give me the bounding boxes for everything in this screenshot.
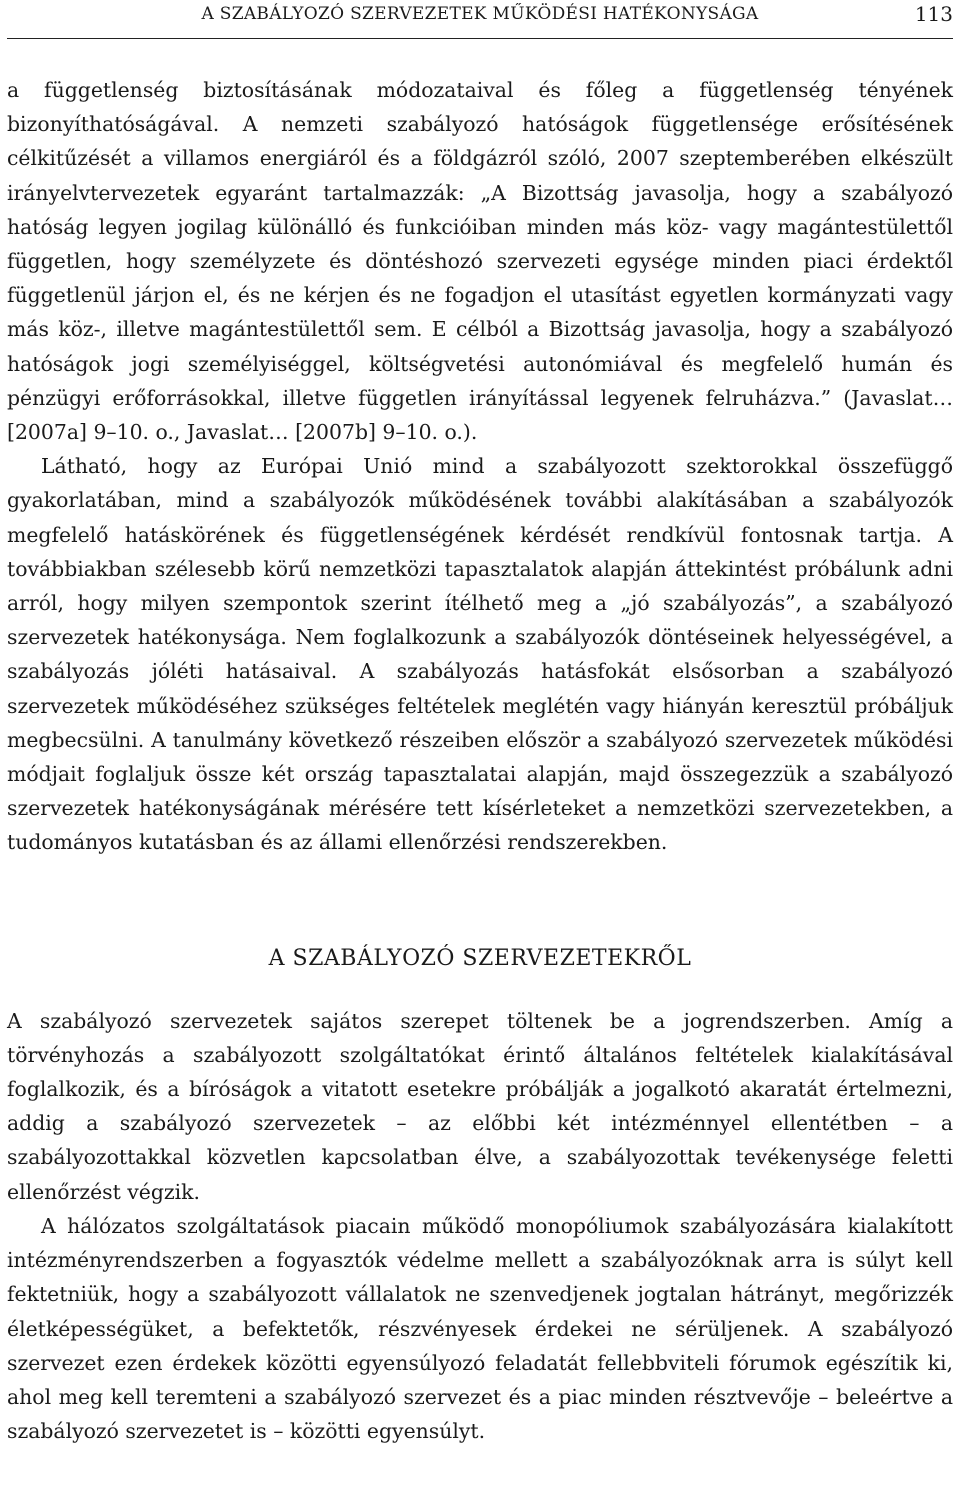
document-page	[7, 0, 953, 1448]
paragraph: Látható, hogy az Európai Unió mind a szabályozott szektorokkal összefüggő gyakorlatában, mind a szabályozók működésének további alakításában a szabályozók megfelelő hatáskörének és függetlenségének kérdését rendkívül fontosnak tartja. A továbbiakban szélesebb körű nemzetközi tapasztalatok alapján áttekintést próbálunk adni arról, hogy milyen szempontok szerint ítélhető meg a „jó szabályozás”, a szabályozó szervezetek hatékonysága. Nem foglalkozunk a szabályozók döntéseinek helyességével, a szabályozás jóléti hatásaival. A szabályozás hatásfokát elsősorban a szabályozó szervezetek működéséhez szükséges feltételek meglétén vagy hiányán keresztül próbáljuk megbecsülni. A tanulmány következő részeiben először a szabályozó szervezetek működési módjait foglaljuk össze két ország tapasztalatai alapján, majd összegezzük a szabályozó szervezetek hatékonyságának mérésére tett kísérleteket a nemzetközi szervezetekben, a tudományos kutatásban és az állami ellenőrzési rendszerekben.	[7, 454, 953, 855]
running-title: A SZABÁLYOZÓ SZERVEZETEK MŰKÖDÉSI HATÉKONYSÁGA	[201, 4, 759, 24]
section-heading: A SZABÁLYOZÓ SZERVEZETEKRŐL	[268, 945, 692, 971]
paragraph: A hálózatos szolgáltatások piacain működő monopóliumok szabályozására kialakított intézményrendszerben a fogyasztók védelme mellett a szabályozóknak arra is súlyt kell fektetniük, hogy a szabályozott vállalatok ne szenvedjenek jogtalan hátrányt, megőrizzék életképességüket, a befektetők, részvényesek érdekei ne sérüljenek. A szabályozó szervezet ezen érdekek közötti egyensúlyozó feladatát fellebbviteli fórumok egészítik ki, ahol meg kell teremteni a szabályozó szervezet és a piac minden résztvevője – beleértve a szabályozó szervezetet is – közötti egyensúlyt.	[7, 1213, 953, 1444]
paragraph: A szabályozó szervezetek sajátos szerepet töltenek be a jogrendszerben. Amíg a törvényhozás a szabályozott szolgáltatókat érintő általános feltételek kialakításával foglalkozik, és a bíróságok a vitatott esetekre próbálják a jogalkotó akaratát értelmezni, addig a szabályozó szervezetek – az előbbi két intézménnyel ellentétben – a szabályozottakkal közvetlen kapcsolatban élve, a szabályozottak tevékenysége feletti ellenőrzést végzik.	[7, 1008, 953, 1204]
page-number: 113	[914, 2, 953, 26]
body-text	[7, 73, 953, 1448]
paragraph: a függetlenség biztosításának módozataival és főleg a függetlenség tényének bizonyíthatóságával. A nemzeti szabályozó hatóságok függetlensége erősítésének célkitűzését a villamos energiáról és a földgázról szóló, 2007 szeptemberében elkészült irányelvtervezetek egyaránt tartalmazzák: „A Bizottság javasolja, hogy a szabályozó hatóság legyen jogilag különálló és funkcióiban minden más köz- vagy magántestülettől független, hogy személyzete és döntéshozó szervezeti egysége minden piaci érdektől függetlenül járjon el, és ne kérjen és ne fogadjon el utasítást egyetlen kormányzati vagy más köz-, illetve magántestülettől sem. E célból a Bizottság javasolja, hogy a szabályozó hatóságok jogi személyiséggel, költségvetési autonómiával és megfelelő humán és pénzügyi erőforrásokkal, illetve független irányítással legyenek felruházva.” (Javaslat… [2007a] 9–10. o., Javaslat… [2007b] 9–10. o.).	[7, 78, 953, 445]
running-header	[7, 0, 953, 39]
